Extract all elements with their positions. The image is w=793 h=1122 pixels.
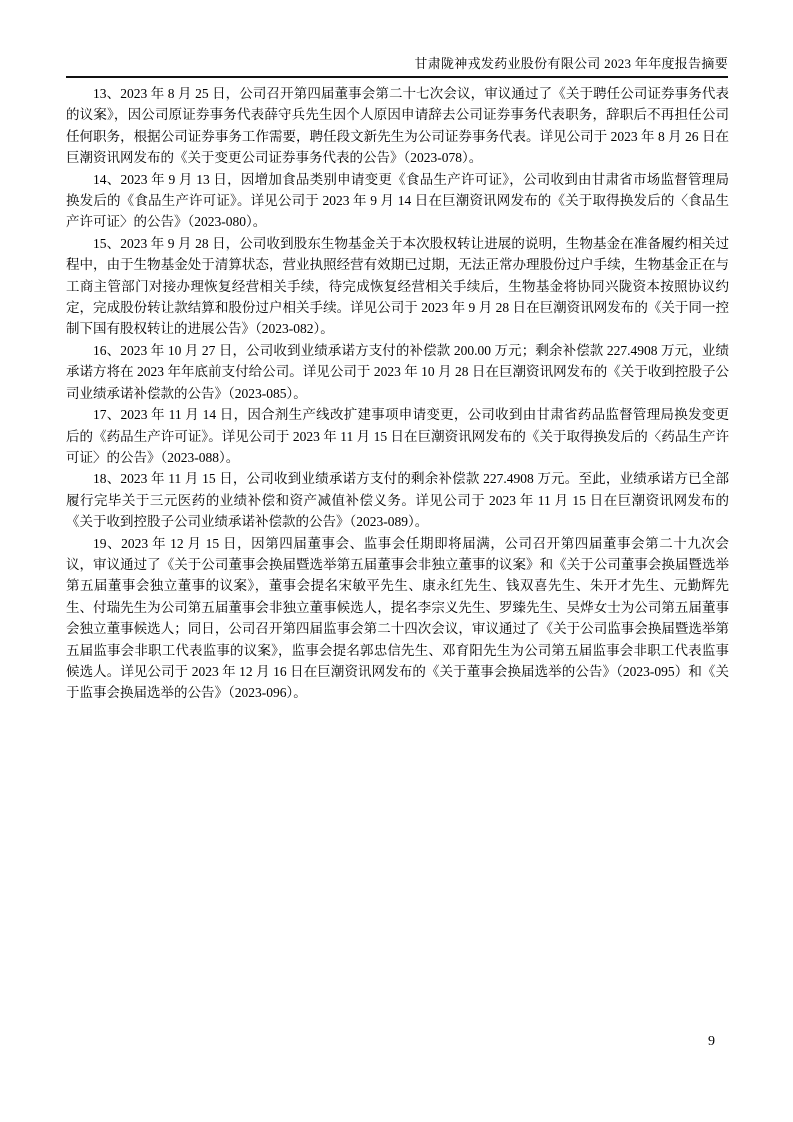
page-number: 9 bbox=[708, 1034, 715, 1049]
report-paragraph-18: 18、2023 年 11 月 15 日，公司收到业绩承诺方支付的剩余补偿款 227.4908 万元。至此，业绩承诺方已全部履行完毕关于三元医药的业绩补偿和资产减值补偿义务。详见公司于 2023 年 11 月 15 日在巨潮资讯网发布的《关于收到控股子公司业绩承诺补偿款的公告》（2023-089）。 bbox=[66, 471, 729, 530]
report-paragraph-17: 17、2023 年 11 月 14 日，因合剂生产线改扩建事项申请变更，公司收到由甘肃省药品监督管理局换发变更后的《药品生产许可证》。详见公司于 2023 年 11 月 15 日在巨潮资讯网发布的《关于取得换发后的〈药品生产许可证〉的公告》（2023-088）。 bbox=[66, 407, 729, 465]
header-rule bbox=[66, 76, 728, 78]
report-paragraph-13: 13、2023 年 8 月 25 日，公司召开第四届董事会第二十七次会议，审议通过了《关于聘任公司证券事务代表的议案》，因公司原证券事务代表薛守兵先生因个人原因申请辞去公司证券事务代表职务，辞职后不再担任公司任何职务，根据公司证券事务工作需要，聘任段文新先生为公司证券事务代表。详见公司于 2023 年 8 月 26 日在巨潮资讯网发布的《关于变更公司证券事务代表的公告》（2023-078）。 bbox=[66, 86, 729, 166]
report-paragraph-15: 15、2023 年 9 月 28 日，公司收到股东生物基金关于本次股权转让进展的说明，生物基金在准备履约相关过程中，由于生物基金处于清算状态，营业执照经营有效期已过期，无法正常办理股份过户手续，生物基金正在与工商主管部门对接办理恢复经营相关手续，待完成恢复经营相关手续后，生物基金将协同兴陇资本按照协议约定，完成股份转让款结算和股份过户相关手续。详见公司于 2023 年 9 月 28 日在巨潮资讯网发布的《关于同一控制下国有股权转让的进展公告》（2023-082）。 bbox=[66, 235, 729, 337]
report-paragraph-14: 14、2023 年 9 月 13 日，因增加食品类别申请变更《食品生产许可证》，公司收到由甘肃省市场监督管理局换发后的《食品生产许可证》。详见公司于 2023 年 9 月 14 日在巨潮资讯网发布的《关于取得换发后的〈食品生产许可证〉的公告》（2023-080）。 bbox=[66, 171, 729, 230]
page-header-title: 甘肃陇神戎发药业股份有限公司 2023 年年度报告摘要 bbox=[414, 56, 728, 71]
report-body bbox=[66, 83, 729, 704]
page-header bbox=[66, 0, 728, 72]
report-paragraph-19: 19、2023 年 12 月 15 日，因第四届董事会、监事会任期即将届满，公司召开第四届董事会第二十九次会议，审议通过了《关于公司董事会换届暨选举第五届董事会非独立董事的议案》和《关于公司董事会换届暨选举第五届董事会独立董事的议案》，董事会提名宋敏平先生、康永红先生、钱双喜先生、朱开才先生、元勤辉先生、付瑞先生为公司第五届董事会非独立董事候选人，提名李宗义先生、罗臻先生、吴烨女士为公司第五届董事会独立董事候选人；同日，公司召开第四届监事会第二十四次会议，审议通过了《关于公司监事会换届暨选举第五届监事会非职工代表监事的议案》，监事会提名郭忠信先生、邓育阳先生为公司第五届监事会非职工代表监事候选人。详见公司于 2023 年 12 月 16 日在巨潮资讯网发布的《关于董事会换届选举的公告》（2023-095）和《关于监事会换届选举的公告》（2023-096）。 bbox=[66, 535, 729, 701]
report-paragraph-16: 16、2023 年 10 月 27 日，公司收到业绩承诺方支付的补偿款 200.00 万元；剩余补偿款 227.4908 万元，业绩承诺方将在 2023 年年底前支付给公司。详见公司于 2023 年 10 月 28 日在巨潮资讯网发布的《关于收到控股子公司业绩承诺补偿款的公告》（2023-085）。 bbox=[66, 342, 729, 401]
